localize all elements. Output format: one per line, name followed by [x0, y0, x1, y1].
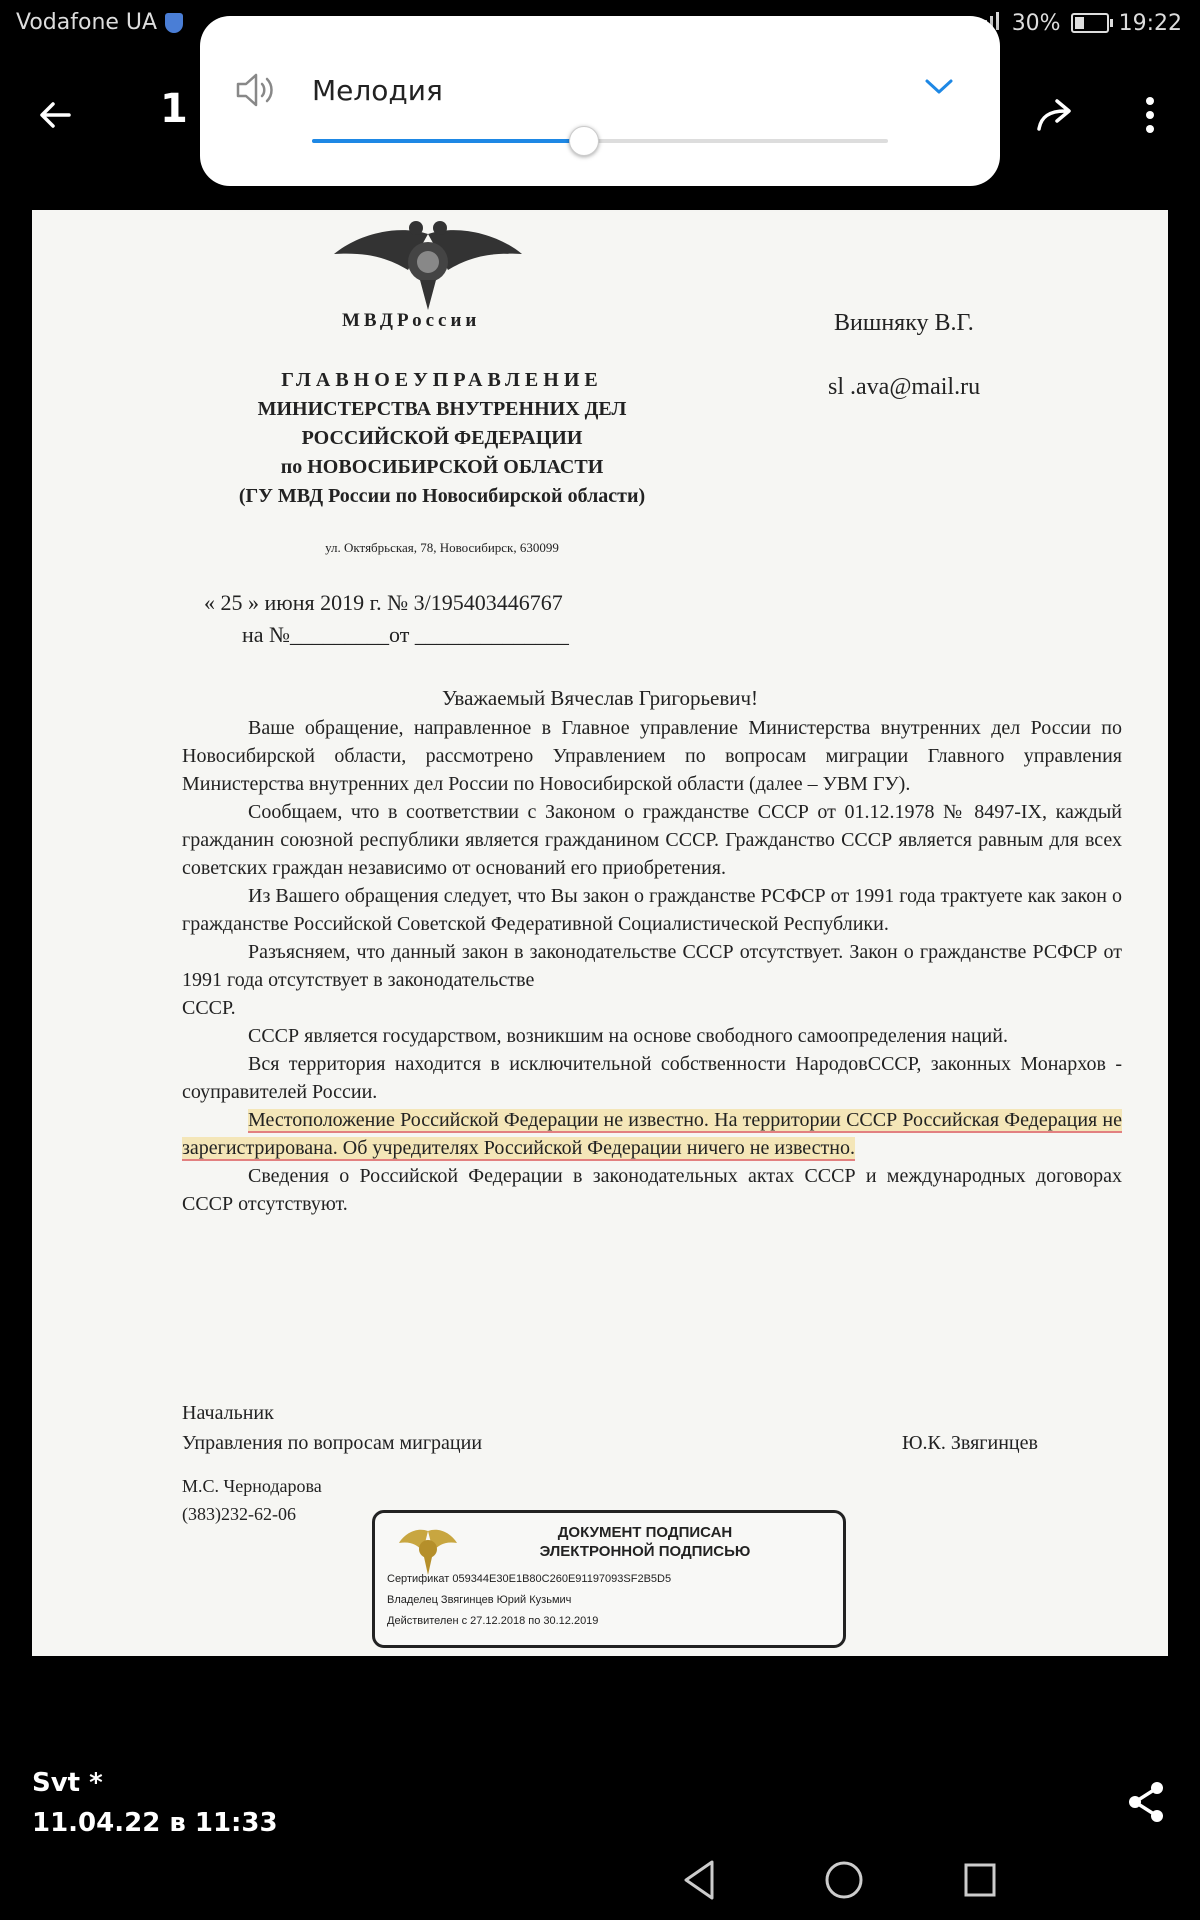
volume-slider-thumb[interactable]: [569, 126, 599, 156]
addressee: Вишняку В.Г.: [834, 310, 974, 336]
more-vert-icon: [1144, 95, 1156, 135]
sign-title-line: Управления по вопросам миграции: [182, 1432, 483, 1454]
volume-stream-label: Мелодия: [312, 74, 443, 107]
letter-reference: на №_________от ______________: [242, 622, 569, 647]
addressee-email: sl .ava@mail.ru: [828, 374, 981, 400]
org-line: МИНИСТЕРСТВА ВНУТРЕННИХ ДЕЛ: [257, 398, 627, 420]
e-signature-stamp: [372, 1510, 846, 1648]
more-options-button[interactable]: [1125, 90, 1175, 140]
org-line: ГЛАВНОЕУПРАВЛЕНИЕ: [281, 369, 603, 391]
contact-name: М.С. Чернодарова: [182, 1476, 322, 1496]
sign-title-line: Начальник: [182, 1402, 274, 1424]
chevron-down-icon[interactable]: [922, 74, 956, 98]
document-image[interactable]: [32, 210, 1168, 1656]
stamp-valid: Действителен с 27.12.2018 по 30.12.2019: [387, 1615, 599, 1627]
battery-percent: 30%: [1011, 10, 1061, 36]
arrow-back-icon: [35, 95, 75, 135]
shield-icon: [165, 13, 183, 33]
paragraph: Ваше обращение, направленное в Главное управление Министерства внутренних дел России по Новосибирской области, рассмотрено Управлением по вопросам миграции Главного управления Министерства внутренних дел России по Новосибирской области (далее – УВМ ГУ).: [182, 717, 1122, 795]
org-line: (ГУ МВД России по Новосибирской области): [238, 485, 646, 507]
eagle-emblem-icon: [328, 214, 528, 314]
letter-greeting: Уважаемый Вячеслав Григорьевич!: [441, 686, 759, 710]
letter-body: [182, 714, 1122, 1218]
paragraph: СССР является государством, возникшим на основе свободного самоопределения наций.: [248, 1025, 1008, 1047]
paragraph: СССР.: [182, 997, 236, 1019]
contact-block: [182, 1472, 322, 1528]
volume-slider[interactable]: [312, 139, 888, 143]
highlighted-paragraph: [182, 1106, 1122, 1162]
nav-home-icon[interactable]: [822, 1858, 866, 1902]
stamp-title-line: ЭЛЕКТРОННОЙ ПОДПИСЬЮ: [539, 1543, 751, 1560]
org-line: РОССИЙСКОЙ ФЕДЕРАЦИИ: [301, 427, 583, 449]
system-nav-bar: [0, 1846, 1200, 1920]
letter-date: « 25 » июня 2019 г. № 3/195403446767: [204, 590, 563, 615]
clock: 19:22: [1118, 10, 1182, 36]
battery-icon: [1071, 13, 1109, 33]
forward-button[interactable]: [1030, 90, 1080, 140]
share-forward-icon: [1033, 95, 1077, 135]
volume-slider-fill: [312, 139, 583, 143]
stamp-certificate: Сертификат 059344E30E1B80C260E91197093SF2B5D5: [387, 1573, 672, 1585]
org-header: [182, 366, 702, 511]
viewer-title: 1: [160, 86, 188, 132]
carrier-label: Vodafone UA: [16, 10, 158, 35]
org-short-name: МВДРоссии: [342, 310, 481, 331]
contact-phone: (383)232-62-06: [182, 1504, 296, 1524]
nav-back-icon[interactable]: [680, 1858, 720, 1902]
highlight-text: Местоположение Российской Федерации не известно. На территории СССР Российская Федерация не зарегистрирована. Об учредителях Российской Федерации ничего не известно.: [182, 1109, 1122, 1159]
paragraph: Вся территория находится в исключительной собственности НародовСССР, законных Монархов - соуправителей России.: [182, 1053, 1122, 1103]
org-address: ул. Октябрьская, 78, Новосибирск, 630099: [325, 540, 559, 555]
signer-name: Ю.К. Звягинцев: [902, 1432, 1038, 1454]
share-icon: [1126, 1780, 1166, 1824]
volume-popup: [200, 16, 1000, 186]
paragraph: Разъясняем, что данный закон в законодательстве СССР отсутствует. Закон о гражданстве РСФСР от 1991 года отсутствует в законодательстве: [182, 941, 1122, 991]
signature-title: [182, 1398, 482, 1458]
paragraph: Из Вашего обращения следует, что Вы закон о гражданстве РСФСР от 1991 года трактуете как закон о гражданстве Российской Советской Федеративной Социалистической Республики.: [182, 885, 1122, 935]
image-date: 11.04.22 в 11:33: [32, 1808, 278, 1838]
org-line: по НОВОСИБИРСКОЙ ОБЛАСТИ: [280, 456, 604, 478]
paragraph: Сообщаем, что в соответствии с Законом о гражданстве СССР от 01.12.1978 № 8497-IX, каждый гражданин союзной республики является гражданином СССР. Гражданство СССР является равным для всех советских граждан независимо от оснований его приобретения.: [182, 801, 1122, 879]
back-button[interactable]: [30, 90, 80, 140]
paragraph: Сведения о Российской Федерации в законодательных актах СССР и международных договорах СССР отсутствуют.: [182, 1165, 1122, 1215]
stamp-owner: Владелец Звягинцев Юрий Кузьмич: [387, 1594, 572, 1606]
stamp-title: [465, 1523, 825, 1561]
stamp-title-line: ДОКУМЕНТ ПОДПИСАН: [557, 1524, 733, 1541]
stamp-details: [387, 1569, 671, 1632]
speaker-icon[interactable]: [234, 70, 278, 110]
image-title: Svt *: [32, 1768, 103, 1798]
nav-recent-icon[interactable]: [960, 1858, 1000, 1902]
share-button[interactable]: [1126, 1780, 1176, 1830]
